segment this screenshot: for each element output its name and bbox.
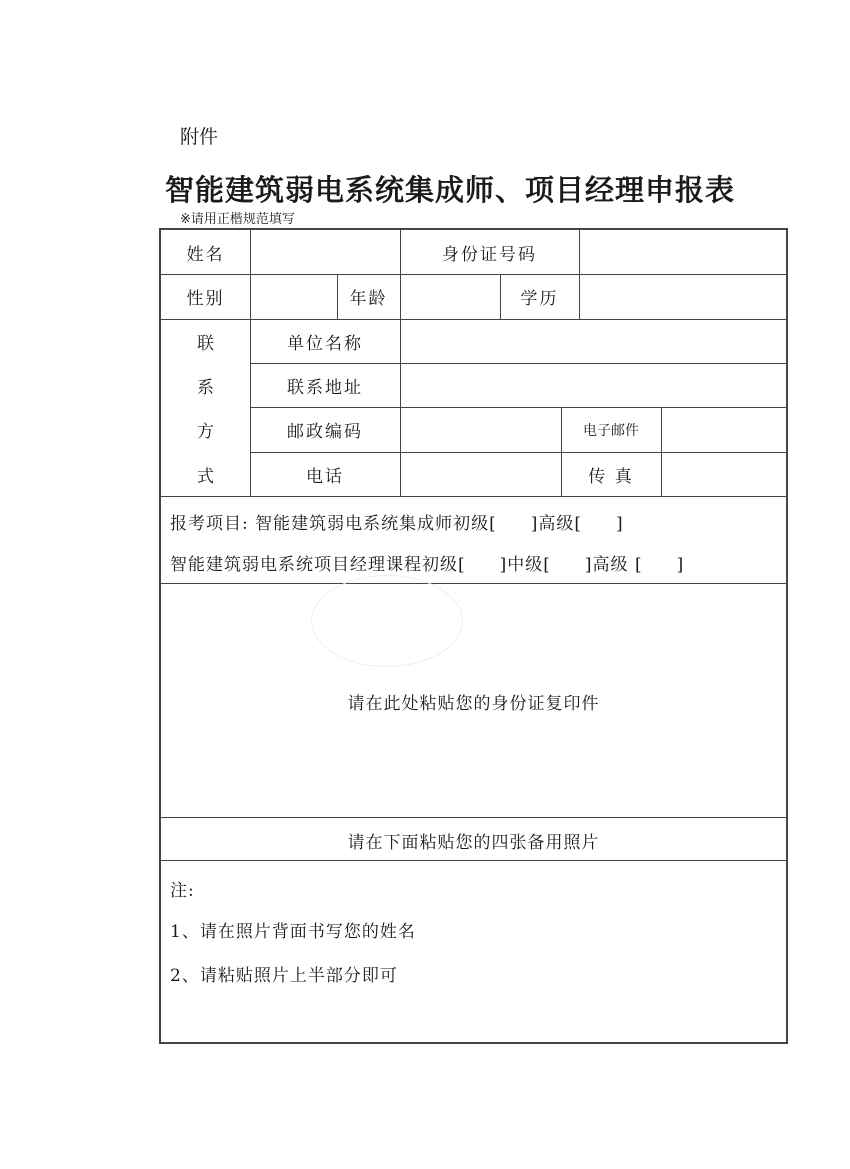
notes-item-1: 1、请在照片背面书写您的姓名 xyxy=(170,922,416,942)
apply-line-manager xyxy=(170,550,684,575)
form-title: 智能建筑弱电系统集成师、项目经理申报表 xyxy=(164,173,735,207)
row-divider xyxy=(161,817,786,818)
row-divider xyxy=(161,860,786,861)
address-label: 联系地址 xyxy=(287,377,363,398)
row-divider xyxy=(161,583,786,584)
faint-stamp xyxy=(311,575,463,667)
gender-label: 性别 xyxy=(186,289,225,309)
id-copy-instruction: 请在此处粘贴您的身份证复印件 xyxy=(347,694,600,714)
id-number-label: 身份证号码 xyxy=(442,244,537,265)
age-label: 年龄 xyxy=(349,289,388,309)
postcode-label: 邮政编码 xyxy=(287,422,363,442)
apply-line2-mid1: ]中级[ xyxy=(499,555,551,575)
fax-label: 传 真 xyxy=(588,466,634,487)
postcode-field[interactable] xyxy=(400,407,561,452)
fax-field[interactable] xyxy=(661,452,786,496)
notes-item-2: 2、请粘贴照片上半部分即可 xyxy=(170,966,398,986)
contact-char-2: 系 xyxy=(197,377,214,398)
apply-line2-mid2: ]高级 [ xyxy=(584,555,643,575)
row-divider xyxy=(161,496,786,497)
email-label: 电子邮件 xyxy=(583,422,639,439)
apply-line2-end: ] xyxy=(676,555,685,575)
id-number-field[interactable] xyxy=(579,230,786,274)
contact-char-1: 联 xyxy=(197,333,214,354)
education-label: 学历 xyxy=(520,289,559,309)
name-field[interactable] xyxy=(250,230,400,274)
company-name-label: 单位名称 xyxy=(287,333,363,354)
email-field[interactable] xyxy=(661,407,786,452)
notes-heading: 注: xyxy=(170,881,195,901)
photos-instruction: 请在下面粘贴您的四张备用照片 xyxy=(347,833,600,853)
name-label: 姓名 xyxy=(186,244,225,265)
apply-line2-prefix: 智能建筑弱电系统项目经理课程初级[ xyxy=(170,555,466,575)
address-field[interactable] xyxy=(400,363,786,407)
age-field[interactable] xyxy=(400,274,500,319)
contact-char-3: 方 xyxy=(197,422,214,442)
apply-line1-end: ] xyxy=(616,514,624,534)
apply-line-integrator xyxy=(170,509,624,534)
fill-instruction: ※请用正楷规范填写 xyxy=(180,212,295,227)
education-field[interactable] xyxy=(579,274,786,319)
attachment-label: 附件 xyxy=(180,126,219,148)
phone-field[interactable] xyxy=(400,452,561,496)
phone-label: 电话 xyxy=(306,466,344,487)
gender-field[interactable] xyxy=(250,274,337,319)
application-form xyxy=(159,228,788,1044)
company-name-field[interactable] xyxy=(400,319,786,363)
apply-line1-mid: ]高级[ xyxy=(530,514,583,534)
apply-line1-prefix: 报考项目: 智能建筑弱电系统集成师初级[ xyxy=(170,514,497,534)
contact-char-4: 式 xyxy=(197,466,214,487)
